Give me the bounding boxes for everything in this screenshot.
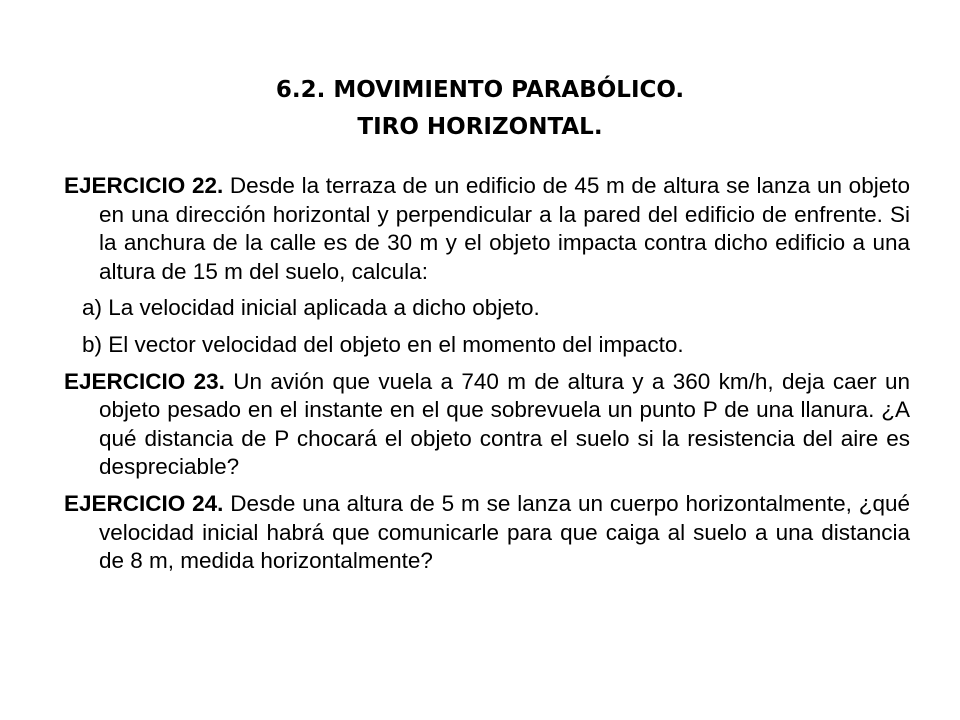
exercise-23-label: EJERCICIO 23.	[64, 368, 225, 394]
exercise-22-item-a: a) La velocidad inicial aplicada a dicho objeto.	[82, 295, 540, 321]
exercise-22-text: Desde la terraza de un edificio de 45 m de altura se lanza un objeto en una dirección horizontal y perpendicular a la pared del edificio de enfrente. Si la anchura de la calle es de 30 m y el objeto impacta contra dicho edificio a una altura de 15 m del suelo, calcula:	[99, 173, 910, 284]
exercise-22	[64, 172, 910, 286]
page-title	[0, 72, 960, 146]
exercise-24-text: Desde una altura de 5 m se lanza un cuerpo horizontalmente, ¿qué velocidad inicial habrá que comunicarle para que caiga al suelo a una distancia de 8 m, medida horizontalmente?	[99, 490, 911, 574]
title-line-1: 6.2. MOVIMIENTO PARABÓLICO.	[275, 77, 685, 103]
exercise-list	[64, 172, 910, 576]
exercise-24	[64, 490, 910, 576]
exercise-23	[64, 368, 910, 482]
title-line-2: TIRO HORIZONTAL.	[357, 114, 603, 140]
exercise-24-label: EJERCICIO 24.	[64, 490, 224, 516]
exercise-23-text: Un avión que vuela a 740 m de altura y a 360 km/h, deja caer un objeto pesado en el instante en el que sobrevuela un punto P de una llanura. ¿A qué distancia de P chocará el objeto contra el suelo si la resistencia del aire es despreciable?	[99, 368, 911, 480]
exercise-22-label: EJERCICIO 22.	[64, 173, 224, 198]
exercise-22-item-b: b) El vector velocidad del objeto en el momento del impacto.	[82, 331, 684, 357]
